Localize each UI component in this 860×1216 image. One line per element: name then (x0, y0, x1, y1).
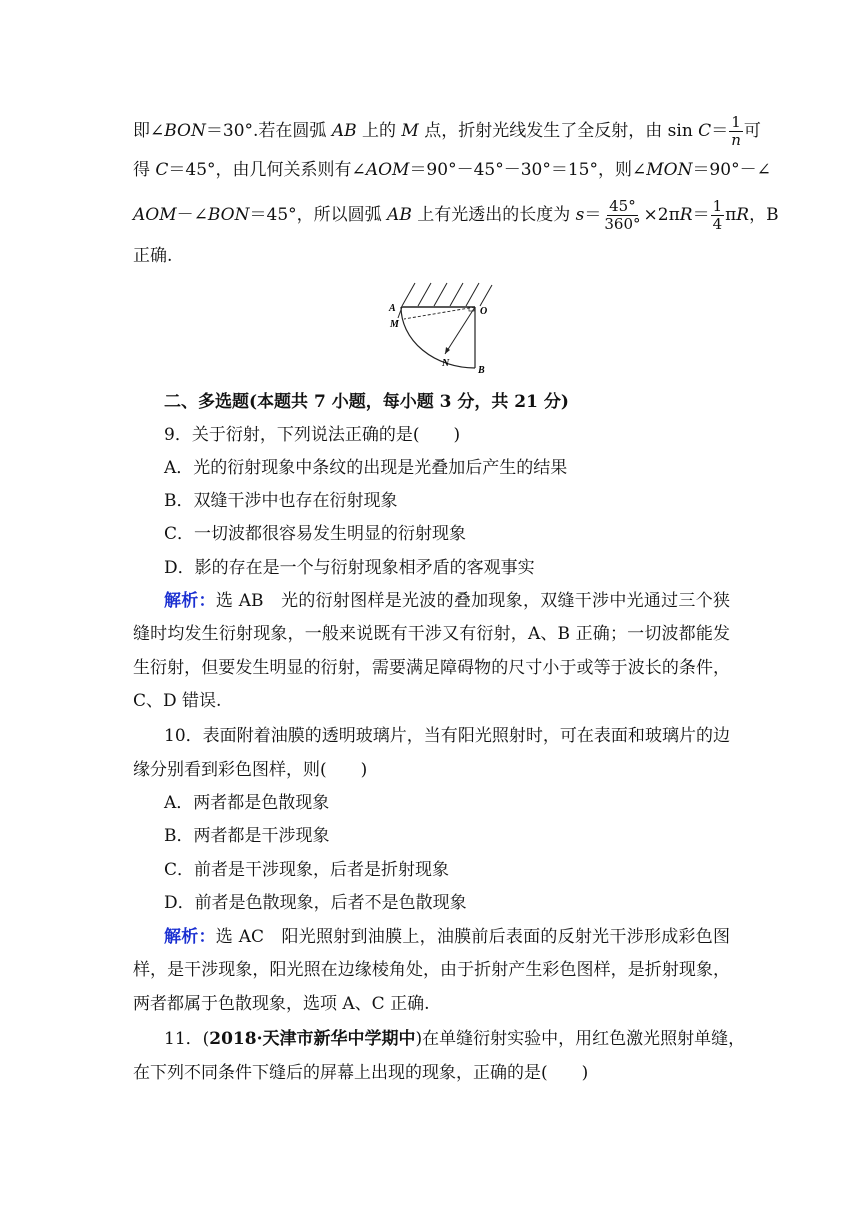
q10-stem-line-2: 缘分别看到彩色图样，则( ) (133, 760, 368, 780)
text: ＝45°，所以圆弧 (249, 205, 382, 225)
text: －∠ (176, 205, 208, 225)
variable: R (736, 205, 750, 225)
analysis-label: 解析： (164, 927, 216, 947)
numerator: 45° (609, 197, 636, 215)
q10-option-b: B．两者都是干涉现象 (164, 826, 330, 846)
ray-line (480, 285, 492, 306)
text: 点，折射光线发生了全反射，由 sin (424, 121, 693, 141)
dashed-OM (404, 307, 475, 319)
denominator: 4 (712, 215, 723, 233)
optics-figure (387, 282, 497, 374)
arc-label: AB (331, 121, 357, 141)
q9-option-a: A．光的衍射现象中条纹的出现是光叠加后产生的结果 (164, 458, 568, 478)
denominator: n (731, 131, 741, 149)
question-number: 11．( (164, 1029, 210, 1049)
text: ＝90°－∠ (692, 160, 771, 180)
q10-analysis-line-3: 两者都属于色散现象，选项 A、C 正确. (133, 994, 430, 1014)
label-O: O (480, 306, 488, 317)
solution-line-2 (133, 157, 771, 183)
angle-label: BON (164, 121, 206, 141)
variable: R (679, 205, 693, 225)
label-A: A (389, 303, 396, 314)
solution-line-3 (133, 197, 779, 233)
analysis-text: 选 AC 阳光照射到油膜上，油膜前后表面的反射光干涉形成彩色图 (215, 927, 731, 947)
analysis-text: 选 AB 光的衍射图样是光波的叠加现象，双缝干涉中光通过三个狭 (215, 591, 730, 611)
text: ＝45°，由几何关系则有∠ (168, 160, 366, 180)
text: 可 (743, 121, 761, 141)
label-N: N (442, 358, 450, 369)
text: ，B (749, 205, 779, 225)
angle-label: BON (207, 205, 250, 225)
q10-stem-line-1: 10．表面附着油膜的透明玻璃片，当有阳光照射时，可在表面和玻璃片的边 (164, 726, 730, 746)
fraction-1-over-n (729, 114, 743, 149)
q10-analysis-line-2: 样，是干涉现象，阳光照在边缘棱角处，由于折射产生彩色图样，是折射现象， (133, 960, 730, 980)
incident-rays (402, 283, 492, 306)
q11-stem-line-2: 在下列不同条件下缝后的屏幕上出现的现象，正确的是( ) (133, 1063, 589, 1083)
text: ＝ (584, 205, 602, 225)
solution-line-4: 正确. (133, 246, 173, 266)
q9-option-d: D．影的存在是一个与衍射现象相矛盾的客观事实 (164, 558, 535, 578)
ray-line (434, 283, 447, 306)
angle-label: AOM (133, 205, 177, 225)
q9-analysis-line-1 (164, 588, 730, 614)
q10-option-a: A．两者都是色散现象 (164, 793, 330, 813)
ray-line (466, 283, 479, 306)
arc-label: AB (387, 205, 412, 225)
denominator: 360° (604, 215, 641, 233)
text: 上的 (362, 121, 397, 141)
section-heading: 二、多选题(本题共 7 小题，每小题 3 分，共 21 分) (164, 392, 569, 412)
text: ＝90°－45°－30°＝15°，则∠ (409, 160, 647, 180)
text: π (725, 205, 737, 225)
fraction-45-over-360 (602, 198, 642, 233)
angle-label: AOM (365, 160, 410, 180)
solution-line-1 (133, 113, 761, 149)
q10-option-c: C．前者是干涉现象，后者是折射现象 (164, 860, 450, 880)
q9-option-c: C．一切波都很容易发生明显的衍射现象 (164, 524, 467, 544)
q9-analysis-line-2: 缝时均发生衍射现象，一般来说既有干涉又有衍射，A、B 正确；一切波都能发 (133, 624, 730, 644)
q9-analysis-line-4: C、D 错误. (133, 691, 222, 711)
question-text: )在单缝衍射实验中，用红色激光照射单缝， (415, 1029, 746, 1049)
text: ＝30°.若在圆弧 (205, 121, 327, 141)
q10-analysis-line-1 (164, 924, 730, 950)
text: ×2π (643, 205, 680, 225)
label-M: M (390, 319, 399, 330)
text: ＝ (692, 205, 710, 225)
angle-label: MON (646, 160, 693, 180)
numerator: 1 (731, 113, 741, 131)
q9-analysis-line-3: 生衍射，但要发生明显的衍射，需要满足障碍物的尺寸小于或等于波长的条件， (133, 658, 730, 678)
q10-option-d: D．前者是色散现象，后者不是色散现象 (164, 893, 467, 913)
variable: C (698, 121, 712, 141)
numerator: 1 (712, 197, 723, 215)
question-source: 2018·天津市新华中学期中 (209, 1029, 416, 1049)
q9-option-b: B．双缝干涉中也存在衍射现象 (164, 491, 398, 511)
ray-line (402, 283, 415, 306)
ray-ON (445, 307, 475, 354)
text: ＝ (711, 121, 729, 141)
ray-line (450, 283, 463, 306)
variable: s (575, 205, 585, 225)
text: 得 (133, 160, 150, 180)
text: 上有光透出的长度为 (417, 205, 571, 225)
text: 即∠ (133, 121, 165, 141)
analysis-label: 解析： (164, 591, 216, 611)
point-label: M (401, 121, 419, 141)
fraction-1-over-4 (711, 198, 725, 233)
q9-stem: 9．关于衍射，下列说法正确的是( ) (164, 425, 461, 445)
label-B: B (478, 365, 485, 374)
variable: C (155, 160, 169, 180)
arc-AB (401, 307, 475, 368)
q11-stem-line-1 (164, 1026, 746, 1052)
ray-line (418, 283, 431, 306)
